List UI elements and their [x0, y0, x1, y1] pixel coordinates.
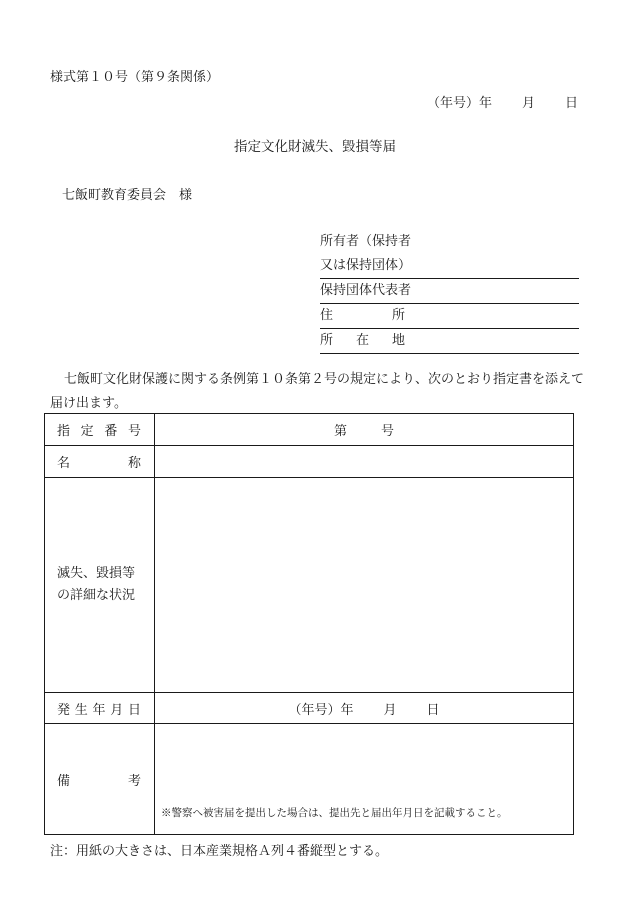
- label-char: 日: [127, 702, 141, 718]
- address-line: [320, 304, 579, 329]
- footer-note: 注：用紙の大きさは、日本産業規格Ａ列４番縦型とする。: [50, 844, 389, 859]
- label-char: 考: [127, 773, 141, 789]
- date-day: 日: [426, 702, 440, 718]
- address-char-2: 所: [391, 308, 405, 323]
- form-number: 様式第１０号（第９条関係）: [50, 70, 220, 85]
- label-char: 年: [92, 702, 106, 718]
- designation-go: 号: [381, 424, 395, 439]
- table-row: [45, 478, 574, 693]
- label-char: 定: [80, 424, 94, 439]
- label-char: 指: [57, 424, 71, 439]
- name-label: [45, 446, 155, 478]
- label-char: 備: [57, 773, 71, 789]
- label-char: 号: [127, 424, 141, 439]
- header-date-era: （年号）: [426, 96, 479, 111]
- situation-value[interactable]: [155, 478, 574, 693]
- location-char-3: 地: [391, 333, 405, 348]
- situation-label-line-1: 滅失、毀損等: [57, 566, 136, 581]
- report-table: [44, 413, 574, 835]
- owner-block: [320, 230, 579, 354]
- name-value[interactable]: [155, 446, 574, 478]
- owner-line-1: 所有者（保持者: [320, 234, 412, 249]
- label-char: 発: [57, 702, 71, 718]
- representative-line: 保持団体代表者: [320, 279, 579, 304]
- header-date-day: 日: [564, 96, 578, 111]
- label-char: 生: [74, 702, 88, 718]
- date-year: 年: [340, 702, 354, 718]
- document-title: 指定文化財滅失、毀損等届: [234, 139, 396, 155]
- location-char-2: 在: [355, 333, 369, 348]
- table-row: [45, 414, 574, 446]
- label-char: 番: [104, 424, 118, 439]
- designation-label: [45, 414, 155, 446]
- label-char: 月: [110, 702, 124, 718]
- body-text: 七飯町文化財保護に関する条例第１０条第２号の規定により、次のとおり指定書を添えて届け出ます。: [50, 372, 585, 411]
- designation-dai: 第: [333, 424, 347, 439]
- remarks-label: [45, 724, 155, 835]
- location-char-1: 所: [320, 333, 334, 348]
- table-row: [45, 693, 574, 724]
- designation-value[interactable]: [155, 414, 574, 446]
- addressee: 七飯町教育委員会 様: [62, 188, 193, 203]
- location-line: [320, 329, 579, 354]
- table-row: [45, 724, 574, 835]
- header-date-year: 年: [478, 96, 492, 111]
- remarks-value[interactable]: [155, 724, 574, 835]
- date-era: （年号）: [288, 702, 341, 718]
- date-value[interactable]: [155, 693, 574, 724]
- header-date-month: 月: [521, 96, 535, 111]
- owner-line-2: 又は保持団体）: [320, 254, 579, 279]
- header-date: [427, 92, 578, 111]
- address-char-1: 住: [320, 308, 334, 323]
- label-char: 称: [127, 456, 141, 471]
- situation-label-line-2: の詳細な状況: [57, 588, 136, 603]
- label-char: 名: [57, 456, 71, 471]
- date-month: 月: [383, 702, 397, 718]
- date-label: [45, 693, 155, 724]
- table-row: [45, 446, 574, 478]
- situation-label: [45, 478, 155, 693]
- remarks-note: ※警察へ被害届を提出した場合は、提出先と届出年月日を記載すること。: [161, 807, 508, 819]
